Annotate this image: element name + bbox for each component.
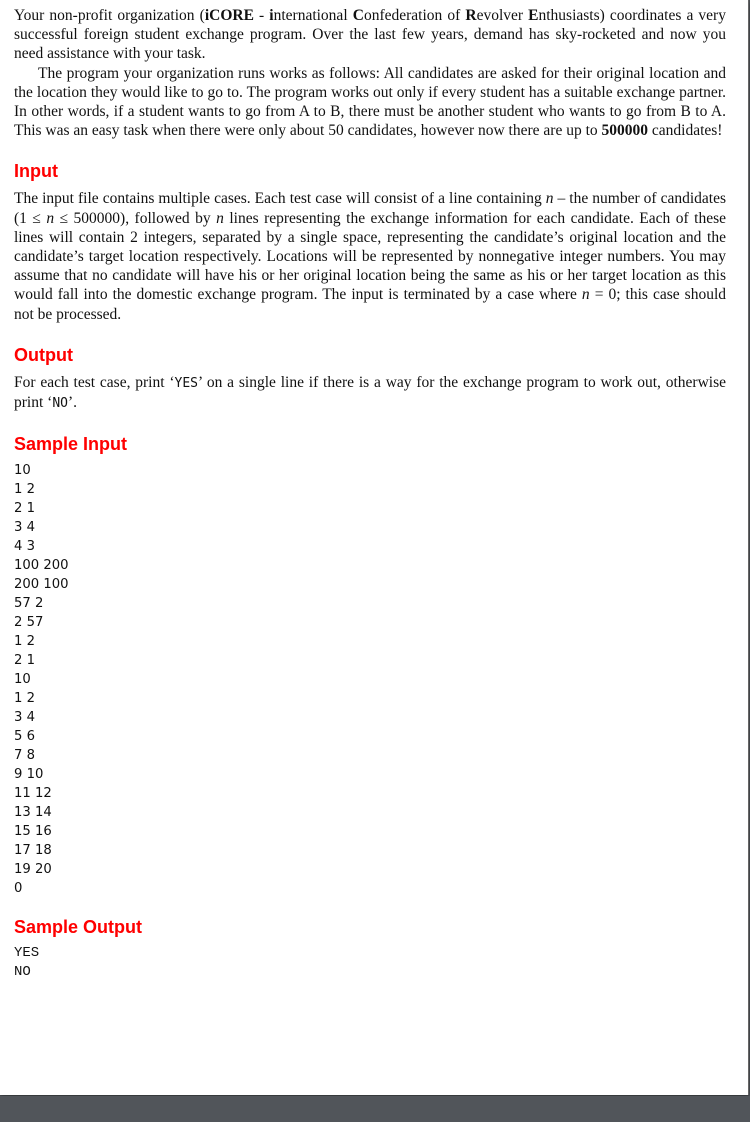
- sample-line: 200 100: [14, 577, 69, 593]
- problem-statement: [14, 6, 726, 982]
- sample-input-block: [14, 461, 726, 898]
- input-heading: Input: [14, 161, 58, 182]
- sample-line: 19 20: [14, 862, 52, 878]
- sample-line: 4 3: [14, 539, 35, 555]
- sample-line: 2 1: [14, 653, 35, 669]
- input-description: The input file contains multiple cases. Each test case will consist of a line containing n – the number of candidates (1 ≤ n ≤ 500000), followed by n lines representing the exchange information for each candidate. Each of these lines will contain 2 integers, separated by a single space, representing the candidate’s original location and the candidate’s target location respectively. Locations will be represented by nonnegative integer numbers. You may assume that no candidate will have his or her original location being the same as his or her target location as this would fall into the domestic exchange program. The input is terminated by a case where n = 0; this case should not be processed.: [14, 190, 727, 323]
- sample-line: 9 10: [14, 767, 44, 783]
- bottom-bar: [0, 1096, 750, 1122]
- sample-line: 1 2: [14, 691, 35, 707]
- sample-line: 100 200: [14, 558, 69, 574]
- output-description: For each test case, print ‘YES’ on a single line if there is a way for the exchange program to work out, otherwise print ‘NO’.: [14, 373, 726, 412]
- sample-line: 3 4: [14, 520, 35, 536]
- sample-line: 1 2: [14, 634, 35, 650]
- sample-output-heading: Sample Output: [14, 917, 143, 938]
- sample-line: 17 18: [14, 843, 52, 859]
- sample-line: 13 14: [14, 805, 52, 821]
- sample-output-block: [14, 944, 726, 982]
- output-heading: Output: [14, 344, 73, 365]
- sample-line: 1 2: [14, 482, 35, 498]
- sample-line: 15 16: [14, 824, 52, 840]
- sample-line: 0: [14, 881, 23, 897]
- sample-line: 3 4: [14, 710, 35, 726]
- sample-input-heading: Sample Input: [14, 434, 128, 455]
- sample-line: 5 6: [14, 729, 35, 745]
- sample-line: YES: [14, 945, 40, 962]
- intro-paragraph-2: The program your organization runs works as follows: All candidates are asked for their original location and the location they would like to go to. The program works out only if every student has a suitable exchange partner. In other words, if a student wants to go from A to B, there must be another student who wants to go from B to A. This was an easy task when there were only about 50 candidates, however now there are up to 500000 candidates!: [14, 64, 726, 140]
- sample-line: 2 57: [14, 615, 44, 631]
- sample-line: 11 12: [14, 786, 52, 802]
- sample-line: NO: [14, 964, 31, 981]
- sample-line: 7 8: [14, 748, 35, 764]
- sample-line: 2 1: [14, 501, 35, 517]
- intro-paragraph-1: Your non-profit organization (iCORE - international Confederation of Revolver Enthusiasts) coordinates a very successful foreign student exchange program. Over the last few years, demand has sky-rocketed and now you need assistance with your task.: [14, 7, 726, 63]
- sample-line: 57 2: [14, 596, 44, 612]
- sample-line: 10: [14, 463, 31, 479]
- sample-line: 10: [14, 672, 31, 688]
